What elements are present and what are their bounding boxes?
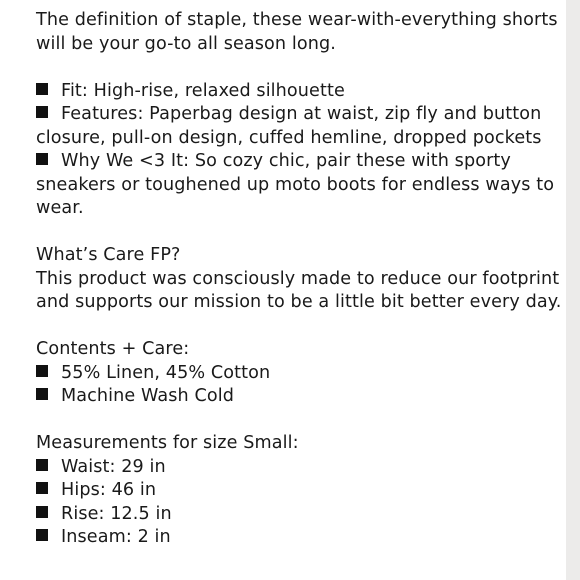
care-item-text: Machine Wash Cold (61, 386, 235, 406)
bullet-features-text: Features: Paperbag design at waist, zip fly and button closure, pull-on design, cuffed hemline, dropped pockets (36, 104, 542, 148)
black-square-bullet-icon (36, 459, 48, 471)
right-edge-strip (566, 0, 580, 580)
contents-item (36, 362, 566, 386)
measurement-rise (36, 503, 566, 527)
measurement-waist-text: Waist: 29 in (61, 456, 166, 477)
measurement-rise-text: Rise: 12.5 in (61, 503, 172, 524)
black-square-bullet-icon (36, 482, 48, 494)
care-fp-heading: What’s Care FP? (36, 245, 181, 265)
black-square-bullet-icon (36, 529, 48, 541)
bullet-features (36, 103, 566, 150)
black-square-bullet-icon (36, 506, 48, 518)
spacer (36, 315, 566, 339)
intro-text: The definition of staple, these wear-with-everything shorts will be your go-to all season long. (36, 10, 558, 54)
bullet-fit-text: Fit: High-rise, relaxed silhouette (61, 80, 345, 101)
black-square-bullet-icon (36, 83, 48, 95)
spacer (36, 221, 566, 245)
measurement-waist (36, 456, 566, 480)
product-description (36, 9, 566, 550)
bullet-why-text: Why We <3 It: So cozy chic, pair these with sporty sneakers or toughened up moto boots for endless ways to wear. (36, 151, 555, 218)
black-square-bullet-icon (36, 106, 48, 118)
black-square-bullet-icon (36, 388, 48, 400)
spacer (36, 409, 566, 433)
measurement-inseam (36, 526, 566, 550)
care-item (36, 385, 566, 409)
care-fp-body: This product was consciously made to reduce our footprint and supports our mission to be a little bit better every day. (36, 268, 562, 312)
contents-care-heading: Contents + Care: (36, 339, 190, 359)
spacer (36, 56, 566, 80)
black-square-bullet-icon (36, 365, 48, 377)
measurement-hips-text: Hips: 46 in (61, 480, 157, 500)
black-square-bullet-icon (36, 153, 48, 165)
bullet-fit (36, 80, 566, 104)
measurements-heading: Measurements for size Small: (36, 433, 299, 453)
contents-item-text: 55% Linen, 45% Cotton (61, 362, 271, 383)
measurement-hips (36, 479, 566, 503)
measurement-inseam-text: Inseam: 2 in (61, 527, 171, 547)
bullet-why-we-love-it (36, 150, 566, 221)
